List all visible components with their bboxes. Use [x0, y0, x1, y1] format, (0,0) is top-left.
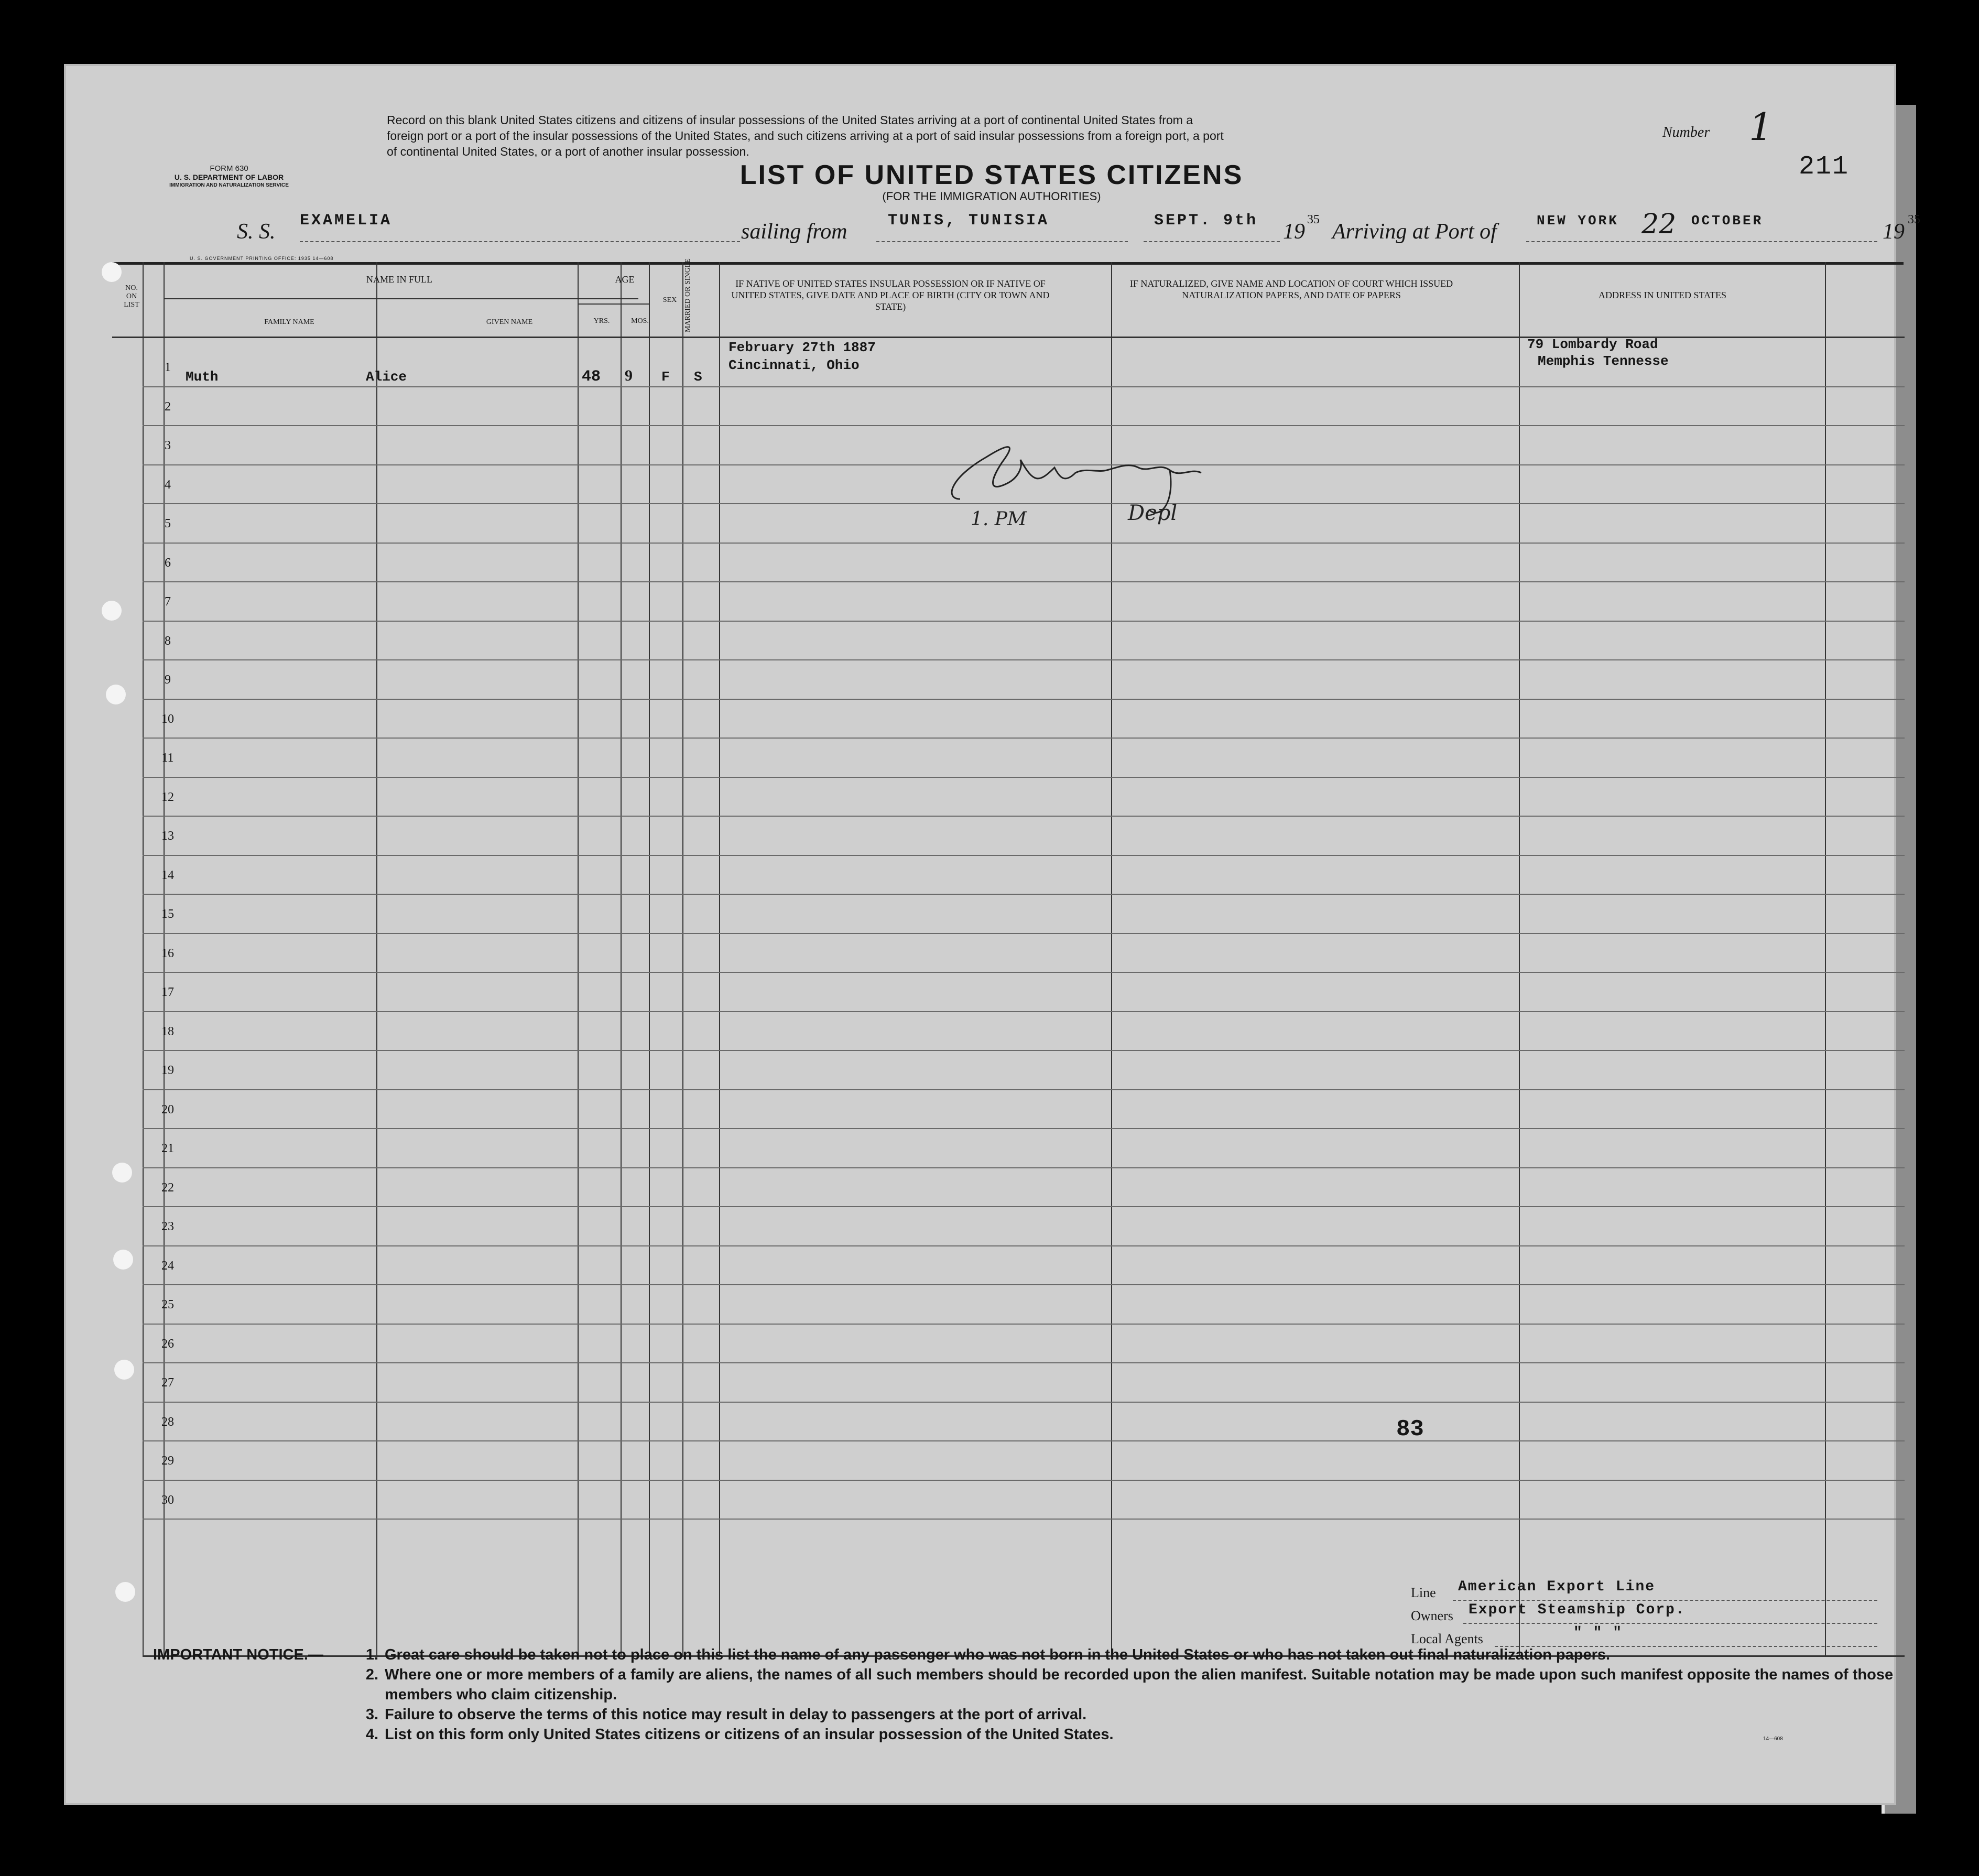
- row-number: 26: [161, 1337, 174, 1351]
- row-number: 15: [161, 907, 174, 921]
- row-rule: [143, 659, 1905, 660]
- row-rule: [143, 1050, 1905, 1051]
- notice-item-text: Where one or more members of a family are aliens, the names of all such members should be recorded upon the alien manifest. Suitable notation may be made upon such manifest opposite the names of those members who claim citizenship.: [385, 1666, 1894, 1703]
- entry-sex: F: [661, 369, 670, 385]
- row-rule: [143, 543, 1905, 544]
- line-value: American Export Line: [1458, 1579, 1656, 1595]
- row-number: 1: [165, 361, 171, 374]
- entry-marital: S: [694, 369, 702, 385]
- row-number: 9: [165, 673, 171, 687]
- row-rule: [143, 816, 1905, 817]
- owners-value: Export Steamship Corp.: [1469, 1602, 1686, 1618]
- department-name: U. S. DEPARTMENT OF LABOR: [174, 173, 284, 181]
- punch-hole: [113, 1250, 133, 1270]
- col-header-no: [116, 284, 147, 309]
- number-value: 1: [1749, 105, 1773, 149]
- row-rule: [143, 1519, 1905, 1520]
- sailing-from-label: sailing from: [741, 220, 847, 244]
- line-label: Line: [1411, 1585, 1436, 1600]
- row-rule: [143, 1284, 1905, 1285]
- instruction-line: of continental United States, or a port of another insular possession.: [387, 145, 749, 158]
- col-rule-no: [143, 262, 144, 1656]
- col-rule-mos: [621, 262, 622, 1656]
- entry-address-line2: Memphis Tennesse: [1538, 353, 1669, 369]
- printer-note: U. S. GOVERNMENT PRINTING OFFICE: 1935 14—608: [190, 256, 334, 261]
- year-from: 35: [1307, 213, 1320, 226]
- shipping-line-block: [1411, 1579, 1877, 1648]
- row-rule: [143, 621, 1905, 622]
- entry-birth-place: Cincinnati, Ohio: [728, 357, 860, 373]
- form-number: FORM 630: [210, 164, 248, 173]
- row-number: 12: [161, 790, 174, 804]
- number-label: Number: [1662, 124, 1710, 140]
- row-rule: [143, 894, 1905, 895]
- row-rule: [143, 1402, 1905, 1403]
- owners-label: Owners: [1411, 1608, 1453, 1623]
- row-number: 23: [161, 1220, 174, 1233]
- col-header-no-line: LIST: [124, 301, 139, 309]
- ss-label: S. S.: [237, 220, 276, 244]
- row-number: 20: [161, 1102, 174, 1116]
- punch-hole: [102, 601, 122, 621]
- line-underline: [1453, 1600, 1877, 1601]
- row-number: 25: [161, 1298, 174, 1311]
- col-header-age: AGE: [615, 274, 635, 285]
- row-rule: [143, 972, 1905, 973]
- age-header-rule: [578, 303, 649, 305]
- row-rule: [143, 1245, 1905, 1246]
- entry-birth-date: February 27th 1887: [728, 340, 876, 355]
- year-prefix-from: 19: [1283, 220, 1305, 244]
- arrival-day: 22: [1641, 209, 1677, 240]
- col-header-mos: MOS.: [631, 317, 649, 325]
- notice-item-number: 1.: [365, 1646, 378, 1663]
- year-prefix-to: 19: [1883, 220, 1905, 244]
- notice-item: [363, 1725, 1914, 1744]
- page-code: 211: [1799, 152, 1850, 182]
- col-header-family-name: FAMILY NAME: [264, 318, 314, 326]
- punch-hole: [112, 1163, 132, 1183]
- agents-value: " " ": [1573, 1625, 1623, 1641]
- row-number: 8: [165, 634, 171, 648]
- punch-hole: [106, 685, 126, 704]
- row-rule: [143, 1362, 1905, 1363]
- notice-item-text: Failure to observe the terms of this notice may result in delay to passengers at the port of arrival.: [385, 1706, 1087, 1723]
- agents-label: Local Agents: [1411, 1631, 1483, 1646]
- col-header-address: ADDRESS IN UNITED STATES: [1598, 290, 1727, 300]
- col-header-birth: IF NATIVE OF UNITED STATES INSULAR POSSESSION OR IF NATIVE OF UNITED STATES, GIVE DATE AND PLACE OF BIRTH (CITY OR TOWN AND STATE): [731, 278, 1050, 312]
- col-rule-yrs: [578, 262, 579, 1656]
- row-number: 19: [161, 1064, 174, 1077]
- page-title: LIST OF UNITED STATES CITIZENS: [740, 160, 1244, 190]
- notice-item-number: 3.: [365, 1706, 378, 1723]
- notice-items: [363, 1645, 1914, 1744]
- row-number: 7: [165, 595, 171, 609]
- notice-item-number: 4.: [365, 1726, 378, 1743]
- manifest-sheet: [64, 64, 1920, 1805]
- stamp-number: 83: [1396, 1416, 1424, 1443]
- ship-name: EXAMELIA: [300, 212, 393, 230]
- notice-item-text: List on this form only United States citizens or citizens of an insular possession of the United States.: [385, 1726, 1114, 1743]
- row-number: 16: [161, 946, 174, 960]
- row-rule: [143, 738, 1905, 739]
- row-rule: [143, 1440, 1905, 1441]
- col-rule-birth: [719, 262, 720, 1656]
- entry-address-line1: 79 Lombardy Road: [1527, 337, 1658, 352]
- row-number: 14: [161, 868, 174, 882]
- notice-heading: IMPORTANT NOTICE.—: [153, 1646, 323, 1663]
- page-subtitle: (FOR THE IMMIGRATION AUTHORITIES): [882, 190, 1101, 203]
- row-number: 11: [161, 751, 174, 765]
- row-number: 13: [161, 829, 174, 843]
- port-from: TUNIS, TUNISIA: [888, 212, 1050, 230]
- col-header-no-line: NO.: [125, 284, 138, 292]
- handwritten-note: Depl: [1128, 501, 1178, 525]
- notice-item: [363, 1645, 1914, 1665]
- name-header-rule: [164, 298, 638, 299]
- col-header-yrs: YRS.: [593, 317, 610, 325]
- row-rule: [143, 855, 1905, 856]
- notice-item-text: Great care should be taken not to place on this list the name of any passenger who was not born in the United States or who has not taken out final naturalization papers.: [385, 1646, 1611, 1663]
- arriving-label: Arriving at Port of: [1332, 220, 1497, 244]
- entry-family-name: Muth: [186, 369, 219, 385]
- row-rule: [143, 1128, 1905, 1129]
- row-number: 30: [161, 1493, 174, 1507]
- col-header-no-line: ON: [126, 292, 137, 300]
- row-rule: [143, 699, 1905, 700]
- col-header-married-single: MARRIED OR SINGLE: [684, 258, 692, 332]
- col-rule-given: [376, 262, 377, 1656]
- row-rule: [143, 1206, 1905, 1207]
- row-number: 29: [161, 1454, 174, 1468]
- notice-item: [363, 1665, 1914, 1705]
- col-header-name-in-full: NAME IN FULL: [366, 274, 432, 285]
- punch-hole: [115, 1582, 135, 1602]
- row-number: 6: [165, 556, 171, 570]
- instruction-line: foreign port or a port of the insular possessions of the United States, and such citizens arriving at a port of said insular possessions from a foreign port, a port: [387, 129, 1224, 143]
- entry-age-months: 9: [625, 367, 633, 384]
- punch-hole: [102, 262, 122, 282]
- year-to: 35: [1908, 213, 1920, 226]
- arrival-month: OCTOBER: [1691, 213, 1764, 229]
- row-rule: [143, 1324, 1905, 1325]
- col-header-given-name: GIVEN NAME: [486, 318, 533, 326]
- row-rule: [143, 1167, 1905, 1168]
- row-number: 17: [161, 985, 174, 999]
- row-rule: [143, 933, 1905, 934]
- row-number: 21: [161, 1142, 174, 1155]
- col-rule-sex: [649, 262, 650, 1656]
- service-name: IMMIGRATION AND NATURALIZATION SERVICE: [169, 182, 289, 188]
- row-number: 27: [161, 1376, 174, 1390]
- col-rule-address: [1519, 262, 1520, 1656]
- col-rule-married: [682, 262, 683, 1656]
- row-number: 22: [161, 1180, 174, 1195]
- col-header-naturalized: IF NATURALIZED, GIVE NAME AND LOCATION OF COURT WHICH ISSUED NATURALIZATION PAPERS, AND DATE OF PAPERS: [1129, 278, 1453, 300]
- row-number: 3: [165, 439, 171, 452]
- row-number: 5: [165, 517, 171, 530]
- row-number: 4: [165, 478, 171, 492]
- notice-item-number: 2.: [365, 1666, 378, 1683]
- port-to: NEW YORK: [1537, 213, 1619, 229]
- row-rule: [143, 1480, 1905, 1481]
- row-number: 10: [161, 712, 174, 726]
- row-number: 2: [165, 399, 171, 414]
- row-rule: [143, 581, 1905, 582]
- row-rule: [143, 386, 1905, 387]
- row-rule: [143, 1089, 1905, 1090]
- row-rule: [143, 777, 1905, 778]
- col-header-sex: SEX: [662, 296, 677, 304]
- punch-hole: [114, 1360, 134, 1380]
- line-row: [1411, 1579, 1877, 1602]
- notice-code: 14—608: [1763, 1736, 1783, 1742]
- date-from: SEPT. 9th: [1154, 212, 1258, 230]
- owners-underline: [1463, 1623, 1877, 1624]
- row-number: 28: [161, 1415, 174, 1429]
- notice-item: [363, 1705, 1914, 1725]
- owners-row: [1411, 1602, 1877, 1625]
- row-number: 18: [161, 1024, 174, 1038]
- official-signature: [929, 420, 1243, 536]
- row-rule: [143, 1011, 1905, 1012]
- entry-given-name: Alice: [366, 369, 407, 385]
- entry-age-years: 48: [582, 368, 601, 386]
- col-rule-end: [1825, 262, 1826, 1656]
- row-number: 24: [161, 1259, 174, 1273]
- instruction-line: Record on this blank United States citizens and citizens of insular possessions of the United States arriving at a port of continental United States from a: [387, 113, 1193, 127]
- handwritten-time: 1. PM: [971, 508, 1027, 530]
